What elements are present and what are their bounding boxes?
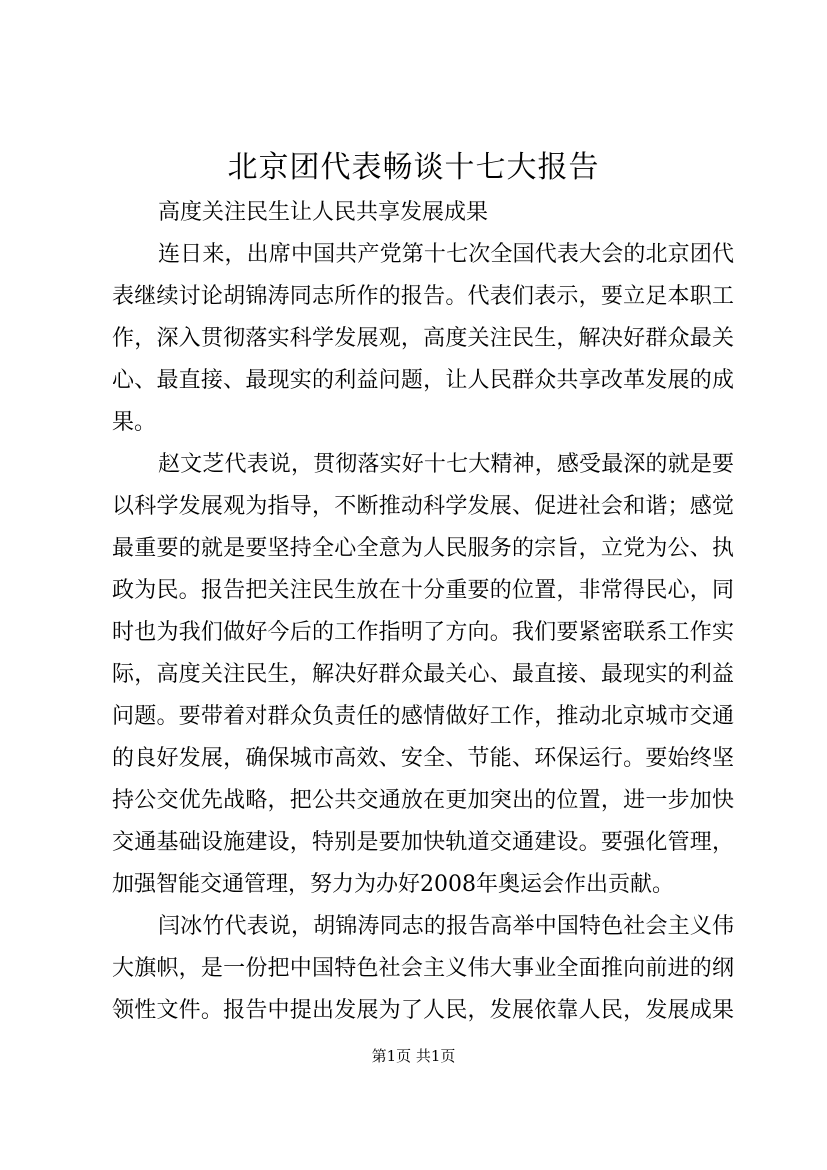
document-title: 北京团代表畅谈十七大报告 [227, 150, 600, 185]
paragraph-line: 时也为我们做好今后的工作指明了方向。我们要紧密联系工作实 [112, 620, 734, 645]
paragraph [112, 444, 734, 906]
paragraph-line: 果。 [112, 410, 157, 435]
page-footer: 第1页 共1页 [371, 1047, 456, 1065]
subtitle: 高度关注民生让人民共享发展成果 [158, 200, 489, 225]
paragraph-line: 的良好发展，确保城市高效、安全、节能、环保运行。要始终坚 [112, 746, 734, 771]
paragraph-line: 作，深入贯彻落实科学发展观，高度关注民生，解决好群众最关 [112, 326, 734, 351]
paragraph-line: 政为民。报告把关注民生放在十分重要的位置，非常得民心，同 [112, 578, 734, 603]
paragraph-line: 闫冰竹代表说，胡锦涛同志的报告高举中国特色社会主义伟 [158, 914, 734, 939]
paragraph-line: 大旗帜，是一份把中国特色社会主义伟大事业全面推向前进的纲 [112, 956, 734, 981]
document-body [112, 192, 734, 1032]
paragraph-line: 交通基础设施建设，特别是要加快轨道交通建设。要强化管理， [112, 830, 734, 855]
paragraph-line: 持公交优先战略，把公共交通放在更加突出的位置，进一步加快 [112, 788, 734, 813]
paragraph [112, 234, 734, 444]
paragraph-line: 以科学发展观为指导，不断推动科学发展、促进社会和谐；感觉 [112, 494, 734, 519]
paragraph-line: 心、最直接、最现实的利益问题，让人民群众共享改革发展的成 [112, 368, 734, 393]
paragraph-line: 领性文件。报告中提出发展为了人民，发展依靠人民，发展成果 [112, 998, 734, 1023]
paragraph-line: 赵文芝代表说，贯彻落实好十七大精神，感受最深的就是要 [158, 452, 734, 477]
paragraph [112, 906, 734, 1032]
paragraph-line: 问题。要带着对群众负责任的感情做好工作，推动北京城市交通 [112, 704, 734, 729]
paragraph-line: 表继续讨论胡锦涛同志所作的报告。代表们表示，要立足本职工 [112, 284, 734, 309]
paragraph-line: 加强智能交通管理，努力为办好2008年奥运会作出贡献。 [112, 872, 674, 897]
paragraph-line: 际，高度关注民生，解决好群众最关心、最直接、最现实的利益 [112, 662, 734, 687]
paragraph-line: 连日来，出席中国共产党第十七次全国代表大会的北京团代 [158, 242, 734, 267]
paragraph-line: 最重要的就是要坚持全心全意为人民服务的宗旨，立党为公、执 [112, 536, 734, 561]
